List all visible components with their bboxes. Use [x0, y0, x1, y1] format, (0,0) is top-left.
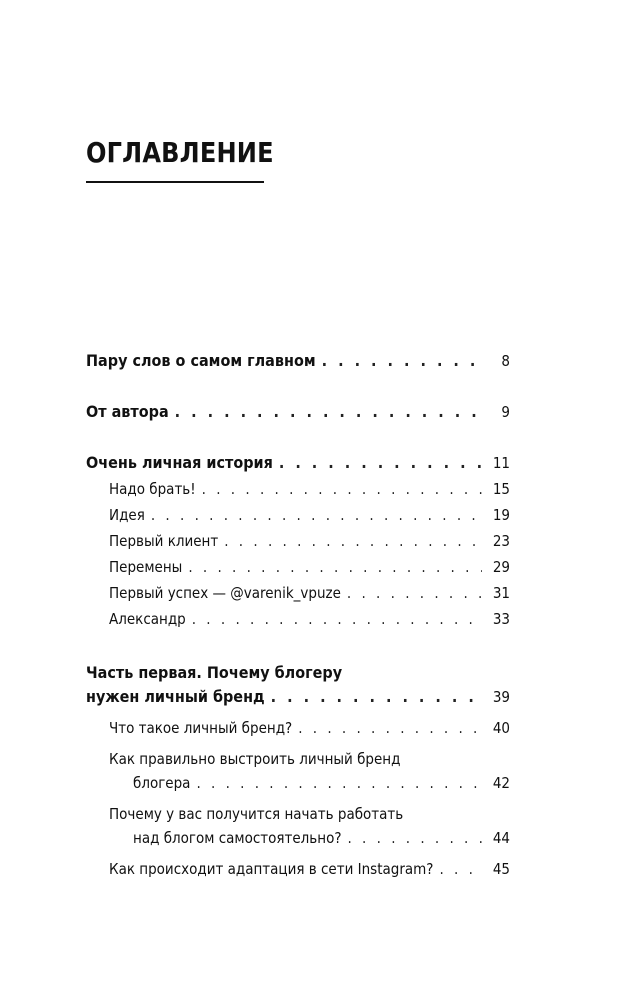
leader-dots: [347, 826, 482, 850]
toc-page-number: 42: [492, 774, 510, 792]
table-of-contents: [86, 349, 510, 881]
toc-subentry: [109, 802, 510, 850]
toc-entry-title: Что такое личный бренд?: [109, 719, 293, 737]
leader-dots: [271, 685, 482, 709]
toc-entry-title-line2: блогера: [133, 774, 191, 792]
toc-subentry: [109, 607, 510, 631]
toc-entry-personal-story: [86, 451, 510, 475]
toc-page-number: 29: [492, 558, 510, 576]
toc-entry-title: Александр: [109, 610, 186, 628]
toc-entry-title: Надо брать!: [109, 480, 196, 498]
toc-subentry: [109, 529, 510, 553]
toc-entry-from-author: [86, 400, 510, 424]
toc-entry-title: Идея: [109, 506, 145, 524]
toc-page-number: 9: [501, 403, 510, 421]
toc-entry-part-one: [86, 661, 510, 709]
toc-entry-title: Пару слов о самом главном: [86, 351, 316, 370]
toc-entry-title-line2: нужен личный бренд: [86, 687, 265, 706]
toc-entry-title-line2: над блогом самостоятельно?: [133, 829, 342, 847]
leader-dots: [279, 451, 482, 475]
toc-entry-main-topic: [86, 349, 510, 373]
leader-dots: [196, 771, 482, 795]
toc-page-number: 40: [492, 719, 510, 737]
toc-entry-title: Очень личная история: [86, 453, 273, 472]
toc-subentry: [109, 581, 510, 605]
leader-dots: [347, 581, 482, 605]
leader-dots: [439, 857, 482, 881]
toc-subentry: [109, 857, 510, 881]
toc-page-number: 8: [501, 352, 510, 370]
title-underline: [86, 181, 264, 183]
toc-page-number: 44: [492, 829, 510, 847]
toc-page-number: 19: [492, 506, 510, 524]
toc-page-number: 33: [492, 610, 510, 628]
leader-dots: [202, 477, 482, 501]
page-title: ОГЛАВЛЕНИЕ: [86, 136, 274, 169]
leader-dots: [192, 607, 482, 631]
toc-page-number: 45: [492, 860, 510, 878]
toc-page-number: 39: [492, 688, 510, 706]
toc-subentry: [109, 747, 510, 795]
leader-dots: [322, 349, 482, 373]
toc-page-number: 11: [492, 454, 510, 472]
toc-entry-title: От автора: [86, 402, 169, 421]
toc-entry-title: Как происходит адаптация в сети Instagram?: [109, 860, 434, 878]
leader-dots: [188, 555, 482, 579]
toc-entry-title-line1: Часть первая. Почему блогеру: [86, 663, 343, 682]
leader-dots: [298, 716, 482, 740]
toc-entry-title: Первый успех — @varenik_vpuze: [109, 584, 341, 602]
toc-subentry: [109, 503, 510, 527]
toc-subentry: [109, 555, 510, 579]
toc-entry-title-line1: Почему у вас получится начать работать: [109, 805, 404, 823]
toc-subentry: [109, 477, 510, 501]
leader-dots: [175, 400, 482, 424]
toc-entry-title-line1: Как правильно выстроить личный бренд: [109, 750, 401, 768]
toc-entry-title: Первый клиент: [109, 532, 219, 550]
toc-entry-title: Перемены: [109, 558, 183, 576]
toc-subentry: [109, 716, 510, 740]
toc-page-number: 15: [492, 480, 510, 498]
leader-dots: [224, 529, 482, 553]
toc-page-number: 31: [492, 584, 510, 602]
leader-dots: [151, 503, 482, 527]
toc-page-number: 23: [492, 532, 510, 550]
